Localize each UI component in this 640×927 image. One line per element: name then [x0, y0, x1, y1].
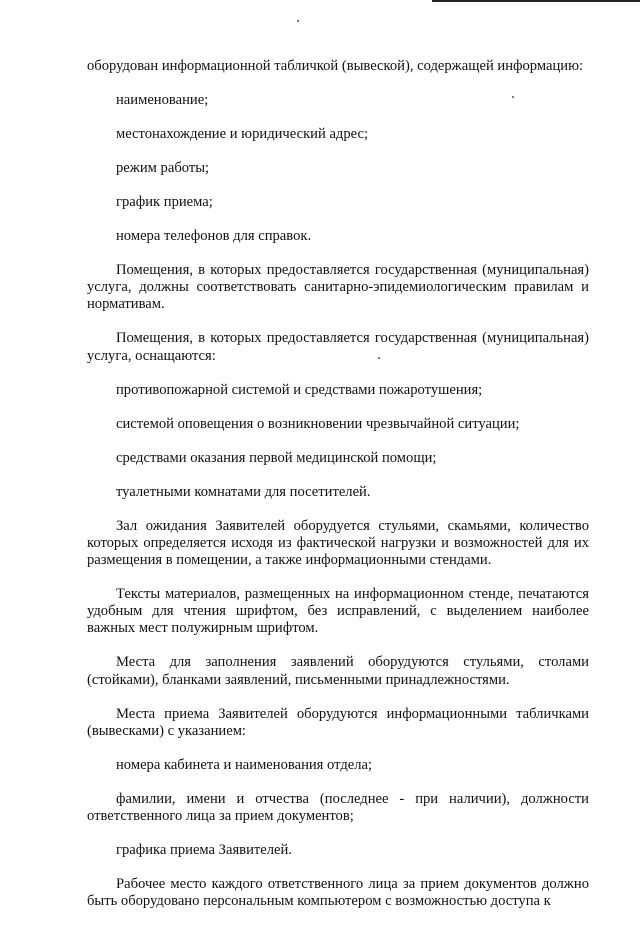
paragraph: фамилии, имени и отчества (последнее - при наличии), должности ответственного лица за прием документов; — [87, 790, 589, 825]
list-item: графика приема Заявителей. — [116, 842, 292, 859]
list-item: наименование; — [116, 92, 209, 108]
scan-speck — [297, 20, 299, 22]
document-body — [87, 58, 589, 927]
list-item: средствами оказания первой медицинской помощи; — [116, 449, 437, 466]
list-item: номера телефонов для справок. — [116, 228, 312, 244]
paragraph: Рабочее место каждого ответственного лица за прием документов должно быть оборудовано персональным компьютером с возможностью доступа к — [87, 876, 589, 910]
paragraph: Зал ожидания Заявителей оборудуется стульями, скамьями, количество которых определяется исходя из фактической нагрузки и возможностей для их размещения в помещении, а также информационными стендами. — [87, 517, 589, 569]
list-item: туалетными комнатами для посетителей. — [116, 483, 371, 500]
list-item: местонахождение и юридический адрес; — [116, 126, 369, 142]
paragraph-intro: оборудован информационной табличкой (вывеской), содержащей информацию: — [87, 58, 584, 74]
list-item: системой оповещения о возникновении чрезвычайной ситуации; — [116, 415, 520, 432]
list-item: режим работы; — [116, 160, 210, 176]
scan-edge-line — [432, 0, 640, 2]
list-item: номера кабинета и наименования отдела; — [116, 756, 373, 773]
paragraph: Места приема Заявителей оборудуются информационными табличками (вывесками) с указанием: — [87, 705, 589, 739]
paragraph: Места для заполнения заявлений оборудуются стульями, столами (стойками), бланками заявлений, письменными принадлежностями. — [87, 654, 589, 688]
paragraph: Тексты материалов, размещенных на информационном стенде, печатаются удобным для чтения шрифтом, без исправлений, с выделением наиболее важных мест полужирным шрифтом. — [87, 586, 589, 637]
list-item: график приема; — [116, 194, 213, 210]
list-item: противопожарной системой и средствами пожаротушения; — [116, 381, 483, 398]
paragraph: Помещения, в которых предоставляется государственная (муниципальная) услуга, оснащаются: — [87, 330, 589, 364]
paragraph: Помещения, в которых предоставляется государственная (муниципальная) услуга, должны соответствовать санитарно-эпидемиологическим правилам и нормативам. — [87, 262, 589, 313]
